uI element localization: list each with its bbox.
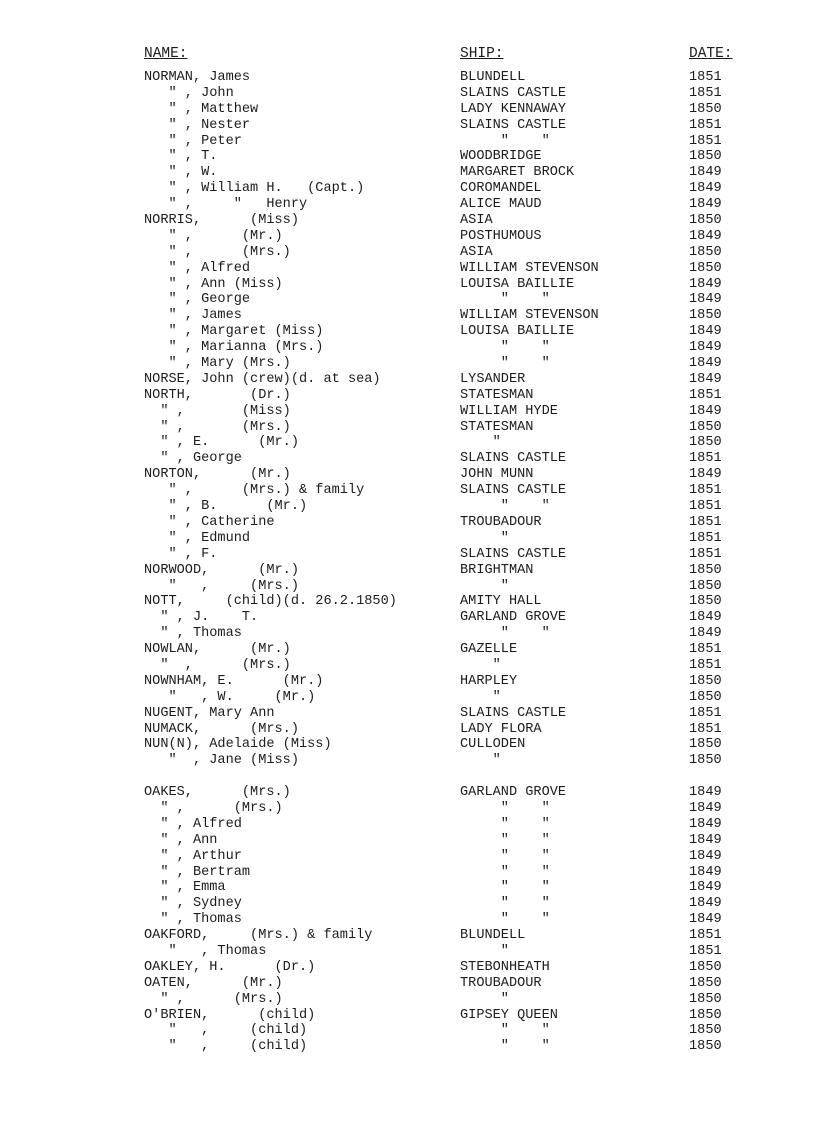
ship-cell: WOODBRIDGE (460, 149, 542, 165)
ship-cell: WILLIAM STEVENSON (460, 260, 599, 276)
list-row (0, 340, 816, 356)
name-cell: " , F. (144, 546, 218, 562)
date-cell: 1850 (689, 1007, 722, 1023)
date-cell: 1849 (689, 467, 722, 483)
list-row (0, 722, 816, 738)
date-cell: 1851 (689, 642, 722, 658)
list-row (0, 197, 816, 213)
name-cell: " , (Mrs.) (144, 657, 291, 673)
name-cell: NOWLAN, (Mr.) (144, 642, 291, 658)
ship-cell: MARGARET BROCK (460, 165, 575, 181)
date-cell: 1850 (689, 975, 722, 991)
ship-cell: SLAINS CASTLE (460, 483, 567, 499)
date-cell: 1849 (689, 896, 722, 912)
list-row (0, 880, 816, 896)
date-cell: 1851 (689, 530, 722, 546)
list-row (0, 579, 816, 595)
name-cell: " , Bertram (144, 864, 251, 880)
list-row (0, 642, 816, 658)
list-row (0, 690, 816, 706)
date-cell: 1850 (689, 562, 722, 578)
ship-cell: " " (460, 912, 550, 928)
date-cell: 1850 (689, 753, 722, 769)
name-cell: " , Emma (144, 880, 226, 896)
date-cell: 1850 (689, 673, 722, 689)
name-cell: NUN(N), Adelaide (Miss) (144, 737, 332, 753)
date-cell: 1850 (689, 1039, 722, 1055)
date-cell: 1851 (689, 387, 722, 403)
date-cell: 1851 (689, 499, 722, 515)
list-row (0, 817, 816, 833)
name-cell: " , Alfred (144, 816, 242, 832)
date-cell: 1850 (689, 308, 722, 324)
list-row (0, 261, 816, 277)
ship-cell: " (460, 530, 509, 546)
name-cell: " , Thomas (144, 943, 267, 959)
name-cell: " , B. (Mr.) (144, 499, 308, 515)
date-cell: 1851 (689, 928, 722, 944)
list-row (0, 70, 816, 86)
ship-cell: " (460, 657, 501, 673)
list-row (0, 229, 816, 245)
ship-cell: SLAINS CASTLE (460, 705, 567, 721)
list-row (0, 547, 816, 563)
ship-cell: STATESMAN (460, 419, 534, 435)
list-row (0, 118, 816, 134)
ship-column-header: SHIP: (460, 46, 504, 62)
ship-cell: " " (460, 864, 550, 880)
ship-cell: SLAINS CASTLE (460, 546, 567, 562)
date-cell: 1849 (689, 165, 722, 181)
date-cell: 1849 (689, 356, 722, 372)
name-cell: " , George (144, 292, 251, 308)
section-gap (0, 769, 816, 785)
list-row (0, 181, 816, 197)
date-cell: 1849 (689, 610, 722, 626)
name-cell: " , (Mrs.) (144, 800, 283, 816)
ship-cell: ASIA (460, 244, 493, 260)
name-column-header: NAME: (144, 46, 188, 62)
name-cell: " , Thomas (144, 912, 242, 928)
list-row (0, 483, 816, 499)
ship-cell: LOUISA BAILLIE (460, 276, 575, 292)
ship-cell: WILLIAM HYDE (460, 403, 558, 419)
ship-cell: STEBONHEATH (460, 959, 550, 975)
ship-cell: CULLODEN (460, 737, 526, 753)
list-row (0, 785, 816, 801)
ship-cell: ALICE MAUD (460, 197, 542, 213)
name-cell: NORSE, John (crew)(d. at sea) (144, 371, 381, 387)
date-cell: 1849 (689, 816, 722, 832)
name-cell: NUMACK, (Mrs.) (144, 721, 299, 737)
date-cell: 1850 (689, 435, 722, 451)
date-cell: 1849 (689, 785, 722, 801)
date-cell: 1850 (689, 244, 722, 260)
name-cell: " , (Mrs.) (144, 991, 283, 1007)
ship-cell: " (460, 943, 509, 959)
list-row (0, 706, 816, 722)
date-cell: 1849 (689, 864, 722, 880)
name-cell: " , (Miss) (144, 403, 291, 419)
name-cell: " , Nester (144, 117, 251, 133)
date-cell: 1850 (689, 689, 722, 705)
date-cell: 1850 (689, 959, 722, 975)
list-row (0, 896, 816, 912)
ship-cell: " (460, 753, 501, 769)
list-row (0, 1039, 816, 1055)
date-cell: 1849 (689, 276, 722, 292)
date-cell: 1850 (689, 260, 722, 276)
date-column-header: DATE: (689, 46, 733, 62)
name-cell: " , Ann (144, 832, 218, 848)
name-cell: NUGENT, Mary Ann (144, 705, 275, 721)
date-cell: 1850 (689, 991, 722, 1007)
name-cell: " , E. (Mr.) (144, 435, 299, 451)
list-row (0, 451, 816, 467)
ship-cell: " " (460, 832, 550, 848)
date-cell: 1849 (689, 848, 722, 864)
name-cell: " , Mary (Mrs.) (144, 356, 291, 372)
list-row (0, 833, 816, 849)
list-row (0, 372, 816, 388)
list-row (0, 356, 816, 372)
date-cell: 1850 (689, 578, 722, 594)
list-row (0, 1008, 816, 1024)
date-cell: 1849 (689, 912, 722, 928)
list-row (0, 134, 816, 150)
name-cell: " , Sydney (144, 896, 242, 912)
name-cell: OAKFORD, (Mrs.) & family (144, 928, 373, 944)
date-cell: 1851 (689, 514, 722, 530)
list-row (0, 213, 816, 229)
ship-cell: GIPSEY QUEEN (460, 1007, 558, 1023)
ship-cell: POSTHUMOUS (460, 228, 542, 244)
name-cell: " , Arthur (144, 848, 242, 864)
list-row (0, 563, 816, 579)
ship-cell: WILLIAM STEVENSON (460, 308, 599, 324)
date-cell: 1851 (689, 483, 722, 499)
list-row (0, 960, 816, 976)
date-cell: 1850 (689, 1023, 722, 1039)
name-cell: NORWOOD, (Mr.) (144, 562, 299, 578)
date-cell: 1850 (689, 594, 722, 610)
list-row (0, 801, 816, 817)
list-row (0, 277, 816, 293)
name-cell: " , Ann (Miss) (144, 276, 283, 292)
name-cell: NORMAN, James (144, 70, 251, 85)
ship-cell: " (460, 578, 509, 594)
name-cell: " , Margaret (Miss) (144, 324, 324, 340)
list-row (0, 912, 816, 928)
list-row (0, 928, 816, 944)
date-cell: 1851 (689, 721, 722, 737)
ship-cell: AMITY HALL (460, 594, 542, 610)
ship-cell: " " (460, 1039, 550, 1055)
date-cell: 1851 (689, 117, 722, 133)
ship-cell: " " (460, 292, 550, 308)
list-row (0, 737, 816, 753)
ship-cell: SLAINS CASTLE (460, 451, 567, 467)
date-cell: 1849 (689, 197, 722, 213)
name-cell: " , (Mrs.) (144, 419, 291, 435)
ship-cell: " " (460, 848, 550, 864)
ship-cell: " " (460, 340, 550, 356)
list-row (0, 515, 816, 531)
list-row (0, 658, 816, 674)
ship-cell: " " (460, 1023, 550, 1039)
list-row (0, 610, 816, 626)
name-cell: " , Marianna (Mrs.) (144, 340, 324, 356)
name-cell: " , J. T. (144, 610, 259, 626)
ship-cell: " (460, 435, 501, 451)
name-cell: " , Thomas (144, 626, 242, 642)
date-cell: 1851 (689, 546, 722, 562)
date-cell: 1851 (689, 943, 722, 959)
ship-cell: TROUBADOUR (460, 975, 542, 991)
name-cell: " , (Mrs.) & family (144, 483, 365, 499)
ship-cell: SLAINS CASTLE (460, 117, 567, 133)
name-cell: " , (Mrs.) (144, 578, 299, 594)
name-cell: OAKLEY, H. (Dr.) (144, 959, 316, 975)
passenger-list (0, 70, 816, 1055)
ship-cell: LADY FLORA (460, 721, 542, 737)
date-cell: 1851 (689, 85, 722, 101)
name-cell: OATEN, (Mr.) (144, 975, 283, 991)
list-row (0, 102, 816, 118)
ship-cell: " " (460, 356, 550, 372)
date-cell: 1849 (689, 403, 722, 419)
date-cell: 1851 (689, 657, 722, 673)
name-cell: " , Catherine (144, 514, 275, 530)
list-row (0, 865, 816, 881)
date-cell: 1850 (689, 213, 722, 229)
ship-cell: " " (460, 880, 550, 896)
date-cell: 1849 (689, 324, 722, 340)
ship-cell: " (460, 689, 501, 705)
name-cell: " , (child) (144, 1023, 308, 1039)
ship-cell: " (460, 991, 509, 1007)
ship-cell: JOHN MUNN (460, 467, 534, 483)
date-cell: 1850 (689, 149, 722, 165)
ship-cell: LYSANDER (460, 371, 526, 387)
name-cell: NORTH, (Dr.) (144, 387, 291, 403)
ship-cell: SLAINS CASTLE (460, 85, 567, 101)
list-row (0, 165, 816, 181)
date-cell: 1851 (689, 133, 722, 149)
list-row (0, 499, 816, 515)
ship-cell: " " (460, 499, 550, 515)
list-row (0, 420, 816, 436)
ship-cell: BLUNDELL (460, 70, 526, 85)
ship-cell: " " (460, 800, 550, 816)
ship-cell: HARPLEY (460, 673, 518, 689)
list-row (0, 404, 816, 420)
ship-cell: " " (460, 133, 550, 149)
list-row (0, 594, 816, 610)
name-cell: " , John (144, 85, 234, 101)
list-row (0, 674, 816, 690)
date-cell: 1850 (689, 737, 722, 753)
name-cell: NOWNHAM, E. (Mr.) (144, 673, 324, 689)
ship-cell: GARLAND GROVE (460, 785, 567, 801)
list-row (0, 626, 816, 642)
name-cell: " , W. (Mr.) (144, 689, 316, 705)
name-cell: " , William H. (Capt.) (144, 181, 365, 197)
ship-cell: GAZELLE (460, 642, 518, 658)
name-cell: " , T. (144, 149, 218, 165)
ship-cell: TROUBADOUR (460, 514, 542, 530)
date-cell: 1850 (689, 419, 722, 435)
ship-cell: GARLAND GROVE (460, 610, 567, 626)
date-cell: 1849 (689, 340, 722, 356)
ship-cell: BLUNDELL (460, 928, 526, 944)
ship-cell: STATESMAN (460, 387, 534, 403)
date-cell: 1851 (689, 705, 722, 721)
ship-cell: " " (460, 626, 550, 642)
name-cell: " , W. (144, 165, 218, 181)
list-row (0, 388, 816, 404)
list-row (0, 467, 816, 483)
list-row (0, 1023, 816, 1039)
name-cell: " , Matthew (144, 101, 259, 117)
name-cell: " , Jane (Miss) (144, 753, 299, 769)
date-cell: 1849 (689, 800, 722, 816)
name-cell: O'BRIEN, (child) (144, 1007, 316, 1023)
date-cell: 1849 (689, 371, 722, 387)
date-cell: 1851 (689, 70, 722, 85)
list-row (0, 149, 816, 165)
date-cell: 1849 (689, 228, 722, 244)
name-cell: NORTON, (Mr.) (144, 467, 291, 483)
list-row (0, 976, 816, 992)
ship-cell: " " (460, 816, 550, 832)
list-row (0, 292, 816, 308)
name-cell: NORRIS, (Miss) (144, 213, 299, 229)
list-row (0, 435, 816, 451)
list-row (0, 86, 816, 102)
list-row (0, 245, 816, 261)
ship-cell: LOUISA BAILLIE (460, 324, 575, 340)
name-cell: NOTT, (child)(d. 26.2.1850) (144, 594, 397, 610)
list-row (0, 308, 816, 324)
list-row (0, 531, 816, 547)
ship-cell: COROMANDEL (460, 181, 542, 197)
list-row (0, 849, 816, 865)
list-row (0, 992, 816, 1008)
date-cell: 1849 (689, 880, 722, 896)
ship-cell: ASIA (460, 213, 493, 229)
date-cell: 1849 (689, 292, 722, 308)
name-cell: " , " Henry (144, 197, 308, 213)
ship-cell: " " (460, 896, 550, 912)
date-cell: 1849 (689, 181, 722, 197)
name-cell: " , Alfred (144, 260, 251, 276)
name-cell: OAKES, (Mrs.) (144, 785, 291, 801)
name-cell: " , (Mr.) (144, 228, 283, 244)
name-cell: " , George (144, 451, 242, 467)
date-cell: 1851 (689, 451, 722, 467)
list-row (0, 753, 816, 769)
date-cell: 1850 (689, 101, 722, 117)
date-cell: 1849 (689, 832, 722, 848)
name-cell: " , Peter (144, 133, 242, 149)
name-cell: " , (child) (144, 1039, 308, 1055)
name-cell: " , Edmund (144, 530, 251, 546)
name-cell: " , James (144, 308, 242, 324)
ship-cell: LADY KENNAWAY (460, 101, 567, 117)
ship-cell: BRIGHTMAN (460, 562, 534, 578)
date-cell: 1849 (689, 626, 722, 642)
list-row (0, 944, 816, 960)
name-cell: " , (Mrs.) (144, 244, 291, 260)
list-row (0, 324, 816, 340)
